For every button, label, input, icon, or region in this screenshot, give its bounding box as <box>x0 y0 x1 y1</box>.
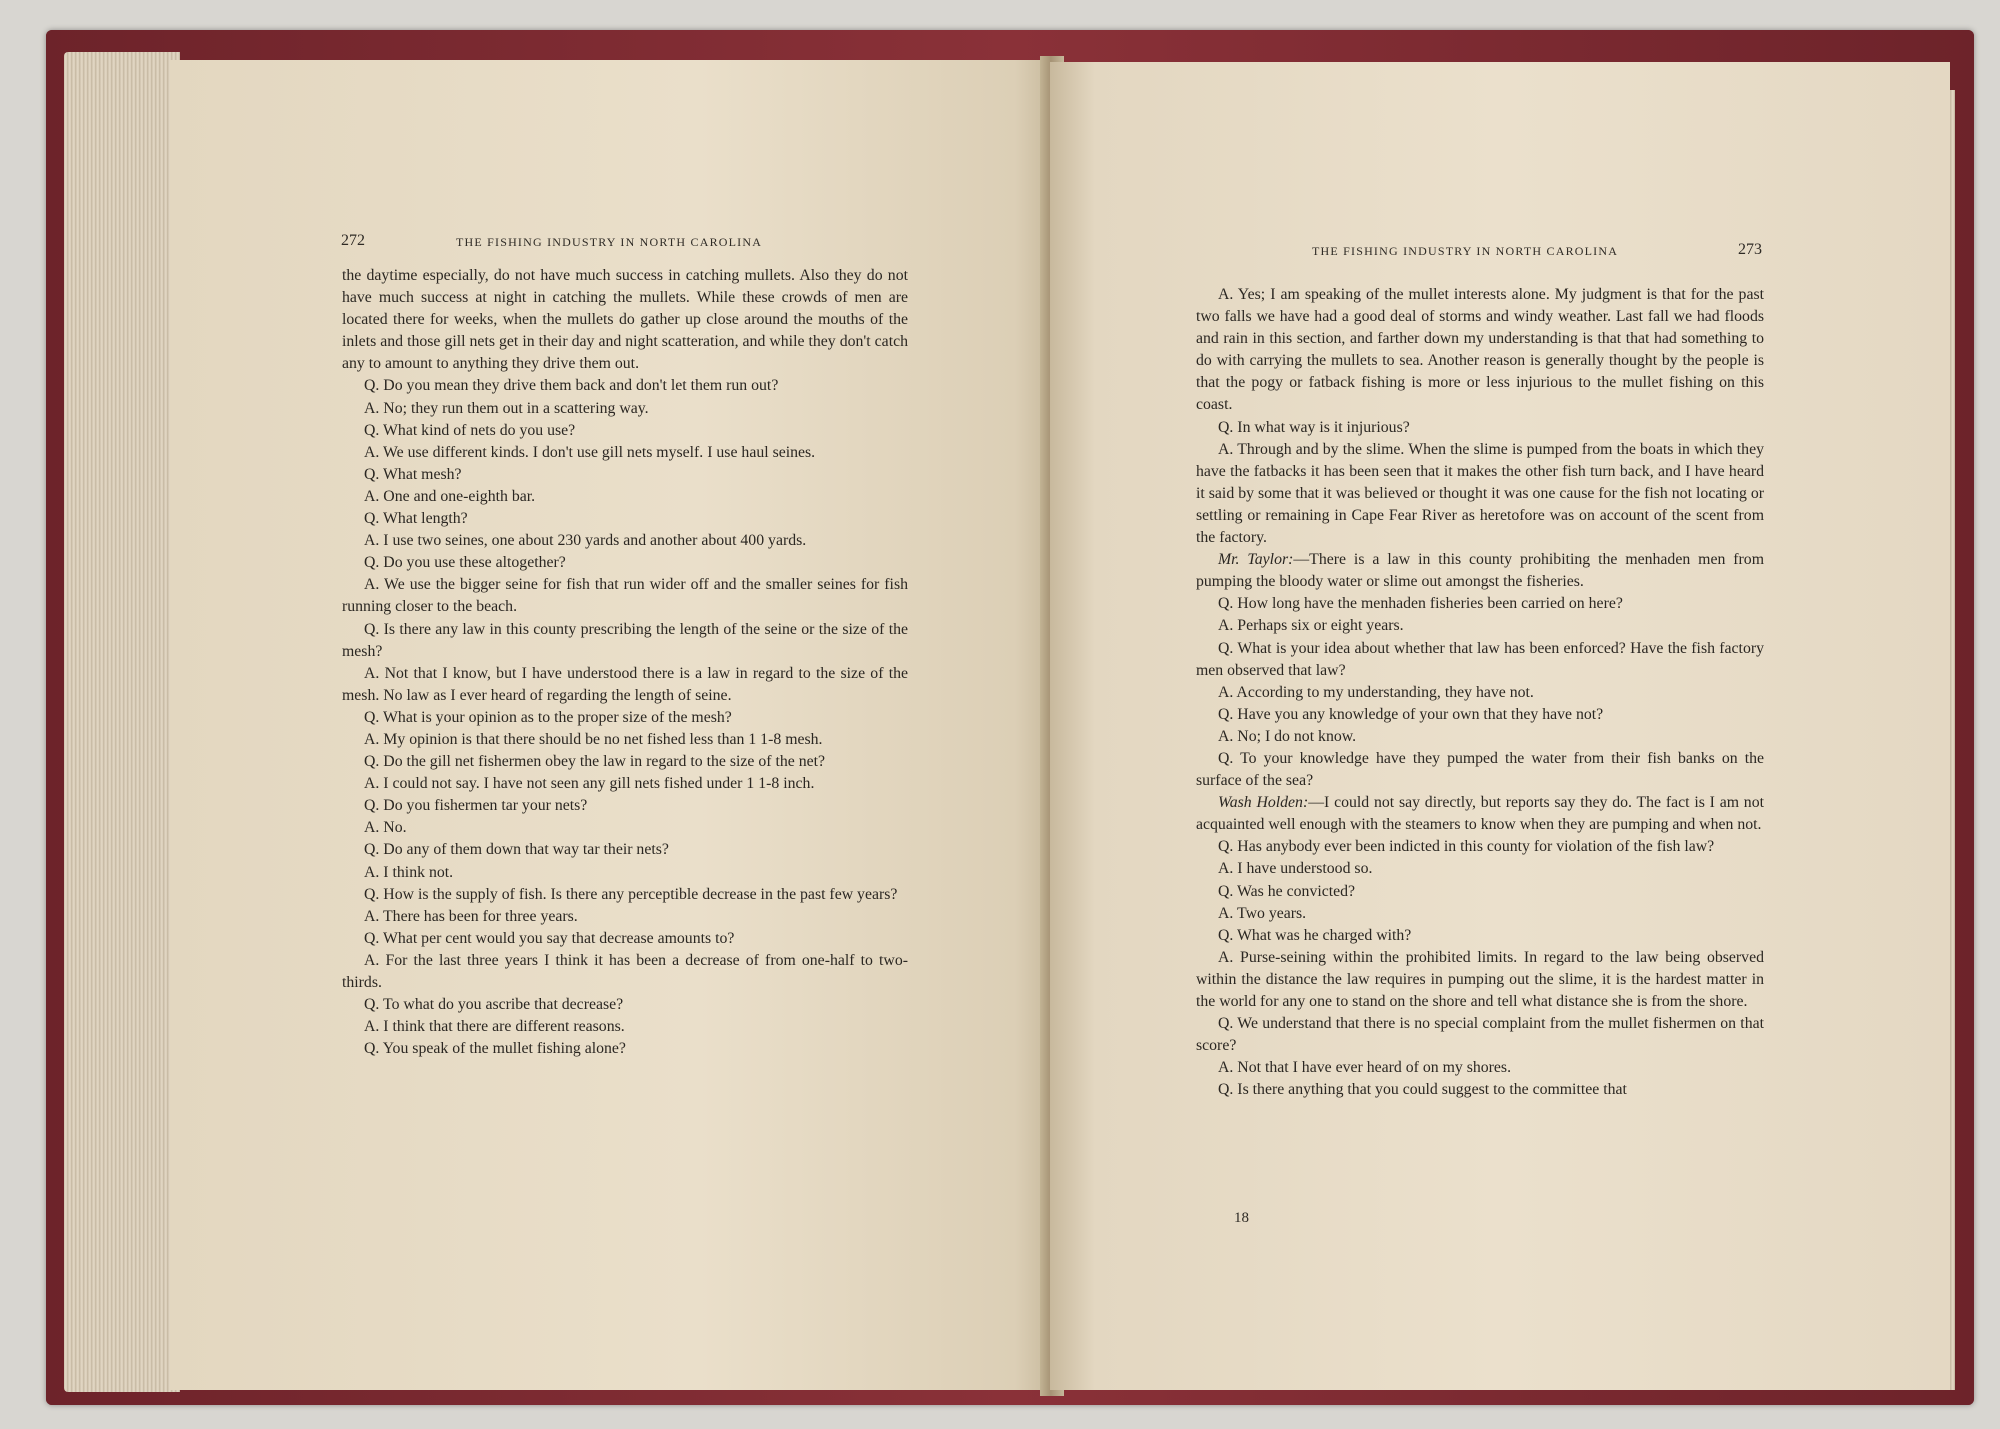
left-running-head: THE FISHING INDUSTRY IN NORTH CAROLINA <box>456 235 763 249</box>
left-page-number: 272 <box>341 232 365 249</box>
right-paragraph <box>1196 549 1764 593</box>
left-paragraph: A. We use different kinds. I don't use gill nets myself. I use haul seines. <box>364 443 816 461</box>
left-page <box>170 60 1050 1390</box>
right-paragraph <box>1196 284 1764 417</box>
right-paragraph <box>1196 748 1764 792</box>
right-paragraph <box>1196 1079 1764 1101</box>
left-paragraph: Q. Do you mean they drive them back and don't let them run out? <box>364 377 779 395</box>
paragraph-text: A. According to my understanding, they have not. <box>1218 683 1534 701</box>
left-paragraph: A. Not that I know, but I have understood there is a law in regard to the size of the mesh. No law as I ever heard of regarding the length of seine. <box>342 664 908 704</box>
left-paragraph: the daytime especially, do not have much success in catching mullets. Also they do not have much success at night in catching the mullets. While these crowds of men are located there for weeks, when the mullets do gather up close around the mouths of the inlets and those gill nets get in their day and night scatteration, and while they don't catch any to amount to anything they drive them out. <box>342 267 908 373</box>
right-paragraph <box>1196 925 1764 947</box>
speaker-name: Mr. Taylor: <box>1218 551 1294 569</box>
paragraph-text: A. No; I do not know. <box>1218 727 1357 745</box>
right-paragraph <box>1196 726 1764 748</box>
left-paragraph: Q. Is there any law in this county prescribing the length of the seine or the size of the mesh? <box>342 620 908 660</box>
left-paragraph: Q. To what do you ascribe that decrease? <box>364 996 624 1014</box>
left-paragraph: Q. What mesh? <box>364 465 462 483</box>
right-paragraph <box>1196 417 1764 439</box>
left-paragraph: A. For the last three years I think it has been a decrease of from one-half to two-thirds. <box>342 951 908 991</box>
paragraph-text: Q. Is there anything that you could suggest to the committee that <box>1218 1081 1627 1099</box>
left-paragraph: Q. Do the gill net fishermen obey the law in regard to the size of the net? <box>364 753 826 771</box>
paragraph-text: A. Through and by the slime. When the slime is pumped from the boats in which they have the fatbacks it has been seen that it makes the other fish turn back, and I have heard it said by some that it was believed or thought it was one cause for the fish not locating or settling or remaining in Cape Fear River as heretofore was on account of the scent from the factory. <box>1196 440 1764 547</box>
left-paragraph: Q. What is your opinion as to the proper size of the mesh? <box>364 708 732 726</box>
left-paragraph: Q. What length? <box>364 510 468 528</box>
left-paragraph: A. There has been for three years. <box>364 907 578 925</box>
paragraph-text: A. Two years. <box>1218 904 1307 922</box>
right-paragraph <box>1196 439 1764 549</box>
right-page-body <box>1196 284 1764 1101</box>
paragraph-text: Q. In what way is it injurious? <box>1218 418 1410 436</box>
left-paragraph: A. One and one-eighth bar. <box>364 487 536 505</box>
paragraph-text: Q. Was he convicted? <box>1218 882 1356 900</box>
left-paragraph: Q. Do you use these altogether? <box>364 554 566 572</box>
left-paragraph: A. I think not. <box>364 863 454 881</box>
left-paragraph: Q. What kind of nets do you use? <box>364 421 576 439</box>
left-page-edges <box>64 52 180 1392</box>
left-paragraph: A. I think that there are different reasons. <box>364 1018 625 1036</box>
left-paragraph: A. I could not say. I have not seen any gill nets fished under 1 1-8 inch. <box>364 775 815 793</box>
paragraph-text: A. I have understood so. <box>1218 860 1373 878</box>
paragraph-text: A. Perhaps six or eight years. <box>1218 617 1404 635</box>
right-paragraph <box>1196 704 1764 726</box>
right-paragraph <box>1196 593 1764 615</box>
left-page-body <box>342 265 908 1060</box>
left-paragraph: A. We use the bigger seine for fish that run wider off and the smaller seines for fish running closer to the beach. <box>342 576 908 616</box>
right-page <box>1050 62 1950 1390</box>
paragraph-text: A. Not that I have ever heard of on my shores. <box>1218 1059 1512 1077</box>
paragraph-text: —I could not say directly, but reports say they do. The fact is I am not acquainted well enough with the steamers to know when they are pumping and when not. <box>1196 794 1764 834</box>
left-paragraph: Q. You speak of the mullet fishing alone? <box>364 1040 626 1058</box>
right-paragraph <box>1196 682 1764 704</box>
right-paragraph <box>1196 1013 1764 1057</box>
paragraph-text: Q. Has anybody ever been indicted in this county for violation of the fish law? <box>1218 838 1715 856</box>
left-paragraph: Q. How is the supply of fish. Is there any perceptible decrease in the past few years? <box>364 885 898 903</box>
left-paragraph: A. No. <box>364 819 407 837</box>
paragraph-text: Q. How long have the menhaden fisheries been carried on here? <box>1218 595 1623 613</box>
left-paragraph: A. My opinion is that there should be no net fished less than 1 1-8 mesh. <box>364 730 823 748</box>
right-paragraph <box>1196 947 1764 1013</box>
paragraph-text: A. Purse-seining within the prohibited limits. In regard to the law being observed within the distance the law requires in pumping out the slime, it is the hardest matter in the world for any one to stand on the shore and tell what distance she is from the shore. <box>1196 948 1764 1010</box>
right-running-head: THE FISHING INDUSTRY IN NORTH CAROLINA <box>1312 244 1619 258</box>
right-paragraph <box>1196 858 1764 880</box>
left-paragraph: Q. Do you fishermen tar your nets? <box>364 797 588 815</box>
left-paragraph: Q. What per cent would you say that decrease amounts to? <box>364 929 735 947</box>
paragraph-text: Q. We understand that there is no special complaint from the mullet fishermen on that score? <box>1196 1015 1764 1055</box>
paragraph-text: A. Yes; I am speaking of the mullet interests alone. My judgment is that for the past two falls we have had a good deal of storms and windy weather. Last fall we had floods and rain in this section, and farther down my understanding is that that had something to do with carrying the mullets to sea. Another reason is generally thought by the people is that the pogy or fatback fishing is more or less injurious to the mullet fishing on this coast. <box>1196 286 1764 414</box>
right-paragraph <box>1196 1057 1764 1079</box>
right-page-number: 273 <box>1738 241 1762 258</box>
right-paragraph <box>1196 792 1764 836</box>
speaker-name: Wash Holden: <box>1218 794 1309 812</box>
paragraph-text: —There is a law in this county prohibiting the menhaden men from pumping the bloody water or slime out amongst the fisheries. <box>1196 551 1764 591</box>
paragraph-text: Q. To your knowledge have they pumped the water from their fish banks on the surface of the sea? <box>1196 749 1764 790</box>
right-paragraph <box>1196 836 1764 858</box>
paragraph-text: Q. What is your idea about whether that law has been enforced? Have the fish factory men observed that law? <box>1196 639 1764 679</box>
signature-mark: 18 <box>1234 1210 1249 1226</box>
right-paragraph <box>1196 638 1764 682</box>
left-paragraph: A. No; they run them out in a scattering way. <box>364 399 649 417</box>
right-paragraph <box>1196 615 1764 637</box>
paragraph-text: Q. Have you any knowledge of your own that they have not? <box>1218 705 1604 723</box>
right-paragraph <box>1196 903 1764 925</box>
left-paragraph: A. I use two seines, one about 230 yards and another about 400 yards. <box>364 532 807 550</box>
left-paragraph: Q. Do any of them down that way tar their nets? <box>364 841 669 859</box>
right-paragraph <box>1196 881 1764 903</box>
paragraph-text: Q. What was he charged with? <box>1218 926 1412 944</box>
